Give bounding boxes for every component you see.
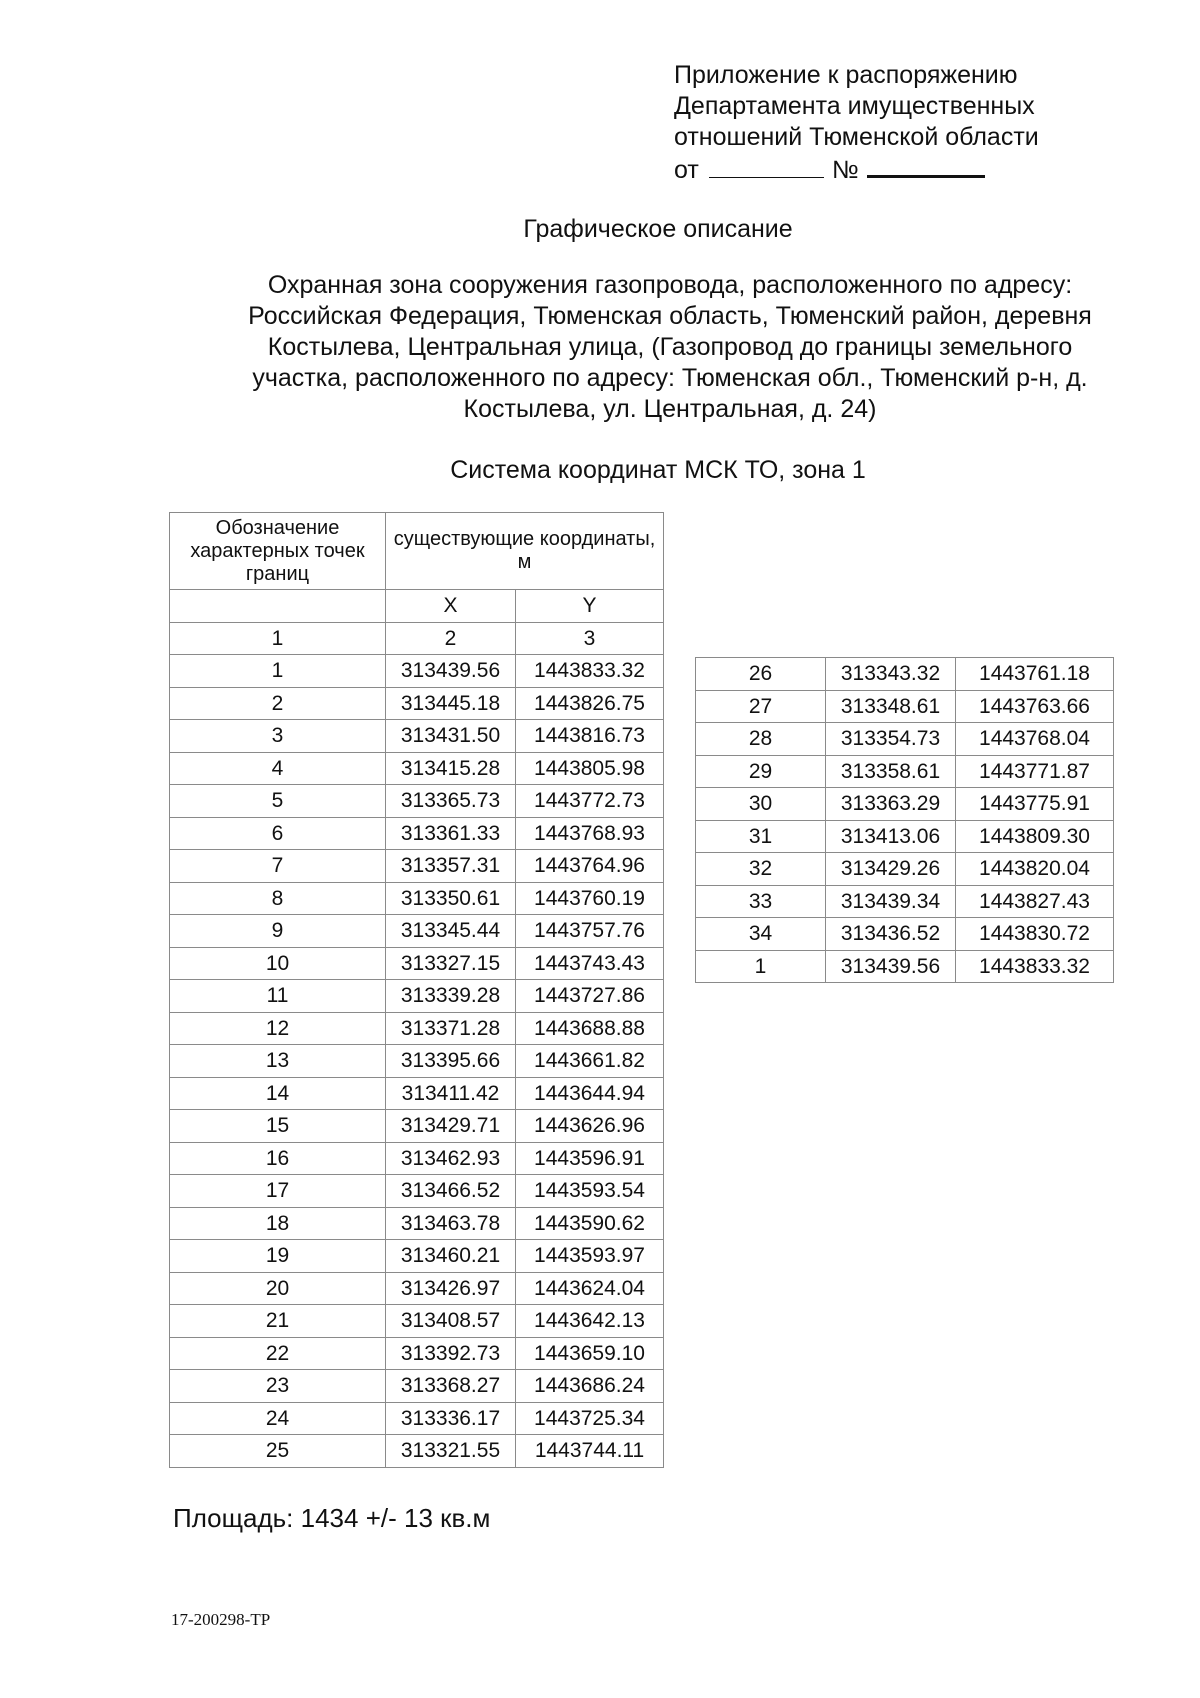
- y-coordinate-cell: 1443626.96: [516, 1110, 664, 1143]
- y-coordinate-cell: 1443775.91: [956, 788, 1114, 821]
- table-row: [170, 1435, 664, 1468]
- point-number-cell: 9: [170, 915, 386, 948]
- table-row: [696, 885, 1114, 918]
- header-x: X: [386, 590, 516, 623]
- table-row: [696, 658, 1114, 691]
- object-description: [200, 270, 1140, 425]
- x-coordinate-cell: 313321.55: [386, 1435, 516, 1468]
- table-row: [696, 918, 1114, 951]
- table-row: [170, 1175, 664, 1208]
- coordinates-table: [169, 512, 664, 1468]
- point-number-cell: 24: [170, 1402, 386, 1435]
- y-coordinate-cell: 1443809.30: [956, 820, 1114, 853]
- x-coordinate-cell: 313361.33: [386, 817, 516, 850]
- x-coordinate-cell: 313343.32: [826, 658, 956, 691]
- y-coordinate-cell: 1443760.19: [516, 882, 664, 915]
- point-number-cell: 22: [170, 1337, 386, 1370]
- document-title: Графическое описание: [523, 215, 793, 243]
- point-number-cell: 30: [696, 788, 826, 821]
- x-coordinate-cell: 313439.56: [826, 950, 956, 983]
- x-coordinate-cell: 313327.15: [386, 947, 516, 980]
- object-line: Российская Федерация, Тюменская область, Тюменский район, деревня: [248, 302, 1092, 330]
- table-colnum-row: [170, 622, 664, 655]
- annex-number-label: №: [831, 156, 859, 184]
- x-coordinate-cell: 313466.52: [386, 1175, 516, 1208]
- table-row: [696, 690, 1114, 723]
- header-empty-cell: [170, 590, 386, 623]
- table-header-row: [170, 513, 664, 590]
- y-coordinate-cell: 1443833.32: [956, 950, 1114, 983]
- y-coordinate-cell: 1443624.04: [516, 1272, 664, 1305]
- x-coordinate-cell: 313392.73: [386, 1337, 516, 1370]
- point-number-cell: 1: [170, 655, 386, 688]
- object-line: Костылева, Центральная улица, (Газопровод до границы земельного: [267, 333, 1073, 361]
- x-coordinate-cell: 313431.50: [386, 720, 516, 753]
- point-number-cell: 28: [696, 723, 826, 756]
- table-row: [170, 655, 664, 688]
- table-row: [170, 980, 664, 1013]
- x-coordinate-cell: 313354.73: [826, 723, 956, 756]
- point-number-cell: 27: [696, 690, 826, 723]
- table-row: [170, 1370, 664, 1403]
- x-coordinate-cell: 313436.52: [826, 918, 956, 951]
- colnum-2: 2: [386, 622, 516, 655]
- y-coordinate-cell: 1443827.43: [956, 885, 1114, 918]
- point-number-cell: 23: [170, 1370, 386, 1403]
- y-coordinate-cell: 1443596.91: [516, 1142, 664, 1175]
- x-coordinate-cell: 313365.73: [386, 785, 516, 818]
- y-coordinate-cell: 1443593.54: [516, 1175, 664, 1208]
- annex-line-3: отношений Тюменской области: [674, 123, 1039, 151]
- x-coordinate-cell: 313363.29: [826, 788, 956, 821]
- table-row: [170, 1012, 664, 1045]
- document-number: 17-200298-ТР: [171, 1610, 271, 1629]
- point-number-cell: 5: [170, 785, 386, 818]
- x-coordinate-cell: 313350.61: [386, 882, 516, 915]
- coordinate-system-label: Система координат МСК ТО, зона 1: [450, 456, 866, 484]
- table-row: [170, 1337, 664, 1370]
- y-coordinate-cell: 1443772.73: [516, 785, 664, 818]
- y-coordinate-cell: 1443688.88: [516, 1012, 664, 1045]
- point-number-cell: 26: [696, 658, 826, 691]
- y-coordinate-cell: 1443833.32: [516, 655, 664, 688]
- table-row: [696, 950, 1114, 983]
- annex-from-label: от: [674, 156, 699, 184]
- header-coords: существующие координаты, м: [386, 513, 664, 590]
- point-number-cell: 6: [170, 817, 386, 850]
- object-line: Охранная зона сооружения газопровода, расположенного по адресу:: [267, 271, 1073, 299]
- y-coordinate-cell: 1443661.82: [516, 1045, 664, 1078]
- table-row: [170, 850, 664, 883]
- point-number-cell: 25: [170, 1435, 386, 1468]
- table-row: [170, 947, 664, 980]
- coordinates-table-body: [170, 655, 664, 1468]
- x-coordinate-cell: 313395.66: [386, 1045, 516, 1078]
- x-coordinate-cell: 313408.57: [386, 1305, 516, 1338]
- table-row: [170, 1402, 664, 1435]
- table-row: [170, 915, 664, 948]
- point-number-cell: 15: [170, 1110, 386, 1143]
- y-coordinate-cell: 1443757.76: [516, 915, 664, 948]
- y-coordinate-cell: 1443768.04: [956, 723, 1114, 756]
- x-coordinate-cell: 313429.26: [826, 853, 956, 886]
- table-row: [170, 817, 664, 850]
- colnum-3: 3: [516, 622, 664, 655]
- point-number-cell: 21: [170, 1305, 386, 1338]
- point-number-cell: 14: [170, 1077, 386, 1110]
- x-coordinate-cell: 313415.28: [386, 752, 516, 785]
- x-coordinate-cell: 313345.44: [386, 915, 516, 948]
- point-number-cell: 31: [696, 820, 826, 853]
- point-number-cell: 4: [170, 752, 386, 785]
- point-number-cell: 18: [170, 1207, 386, 1240]
- table-row: [170, 1110, 664, 1143]
- table-row: [170, 785, 664, 818]
- annex-line-1: Приложение к распоряжению: [674, 61, 1018, 89]
- y-coordinate-cell: 1443743.43: [516, 947, 664, 980]
- y-coordinate-cell: 1443820.04: [956, 853, 1114, 886]
- y-coordinate-cell: 1443826.75: [516, 687, 664, 720]
- x-coordinate-cell: 313445.18: [386, 687, 516, 720]
- table-row: [170, 882, 664, 915]
- y-coordinate-cell: 1443644.94: [516, 1077, 664, 1110]
- y-coordinate-cell: 1443659.10: [516, 1337, 664, 1370]
- x-coordinate-cell: 313336.17: [386, 1402, 516, 1435]
- table-row: [170, 1077, 664, 1110]
- y-coordinate-cell: 1443744.11: [516, 1435, 664, 1468]
- point-number-cell: 32: [696, 853, 826, 886]
- x-coordinate-cell: 313348.61: [826, 690, 956, 723]
- y-coordinate-cell: 1443768.93: [516, 817, 664, 850]
- header-y: Y: [516, 590, 664, 623]
- point-number-cell: 7: [170, 850, 386, 883]
- header-points: Обозначение характерных точек границ: [170, 513, 386, 590]
- object-line: участка, расположенного по адресу: Тюменская обл., Тюменский р-н, д.: [252, 364, 1088, 392]
- y-coordinate-cell: 1443590.62: [516, 1207, 664, 1240]
- table-row: [696, 853, 1114, 886]
- coordinates-table-continuation: [695, 657, 1114, 983]
- point-number-cell: 8: [170, 882, 386, 915]
- point-number-cell: 2: [170, 687, 386, 720]
- x-coordinate-cell: 313439.56: [386, 655, 516, 688]
- point-number-cell: 11: [170, 980, 386, 1013]
- x-coordinate-cell: 313411.42: [386, 1077, 516, 1110]
- point-number-cell: 34: [696, 918, 826, 951]
- x-coordinate-cell: 313429.71: [386, 1110, 516, 1143]
- x-coordinate-cell: 313358.61: [826, 755, 956, 788]
- x-coordinate-cell: 313368.27: [386, 1370, 516, 1403]
- table-row: [170, 687, 664, 720]
- y-coordinate-cell: 1443642.13: [516, 1305, 664, 1338]
- x-coordinate-cell: 313462.93: [386, 1142, 516, 1175]
- x-coordinate-cell: 313371.28: [386, 1012, 516, 1045]
- table-row: [170, 752, 664, 785]
- table-row: [170, 1272, 664, 1305]
- y-coordinate-cell: 1443805.98: [516, 752, 664, 785]
- table-row: [170, 1305, 664, 1338]
- point-number-cell: 17: [170, 1175, 386, 1208]
- table-row: [170, 1207, 664, 1240]
- y-coordinate-cell: 1443816.73: [516, 720, 664, 753]
- table-row: [696, 820, 1114, 853]
- date-blank-line: [709, 155, 824, 178]
- y-coordinate-cell: 1443830.72: [956, 918, 1114, 951]
- x-coordinate-cell: 313413.06: [826, 820, 956, 853]
- point-number-cell: 19: [170, 1240, 386, 1273]
- annex-line-2: Департамента имущественных: [674, 92, 1035, 120]
- table-row: [696, 723, 1114, 756]
- x-coordinate-cell: 313339.28: [386, 980, 516, 1013]
- point-number-cell: 13: [170, 1045, 386, 1078]
- table-row: [170, 1240, 664, 1273]
- y-coordinate-cell: 1443761.18: [956, 658, 1114, 691]
- point-number-cell: 10: [170, 947, 386, 980]
- annex-line-4: [674, 153, 1039, 186]
- table-axis-row: [170, 590, 664, 623]
- y-coordinate-cell: 1443771.87: [956, 755, 1114, 788]
- object-line: Костылева, ул. Центральная, д. 24): [463, 395, 877, 423]
- number-blank-line: [867, 153, 985, 178]
- x-coordinate-cell: 313426.97: [386, 1272, 516, 1305]
- point-number-cell: 3: [170, 720, 386, 753]
- annex-header: [674, 60, 1039, 186]
- table-row: [170, 1142, 664, 1175]
- y-coordinate-cell: 1443686.24: [516, 1370, 664, 1403]
- table-row: [696, 755, 1114, 788]
- point-number-cell: 33: [696, 885, 826, 918]
- coordinates-table-continuation-body: [696, 658, 1114, 983]
- point-number-cell: 12: [170, 1012, 386, 1045]
- table-row: [170, 1045, 664, 1078]
- x-coordinate-cell: 313460.21: [386, 1240, 516, 1273]
- point-number-cell: 16: [170, 1142, 386, 1175]
- x-coordinate-cell: 313357.31: [386, 850, 516, 883]
- y-coordinate-cell: 1443764.96: [516, 850, 664, 883]
- y-coordinate-cell: 1443593.97: [516, 1240, 664, 1273]
- colnum-1: 1: [170, 622, 386, 655]
- point-number-cell: 1: [696, 950, 826, 983]
- y-coordinate-cell: 1443727.86: [516, 980, 664, 1013]
- point-number-cell: 29: [696, 755, 826, 788]
- y-coordinate-cell: 1443763.66: [956, 690, 1114, 723]
- table-row: [170, 720, 664, 753]
- table-row: [696, 788, 1114, 821]
- y-coordinate-cell: 1443725.34: [516, 1402, 664, 1435]
- area-text: Площадь: 1434 +/- 13 кв.м: [173, 1503, 491, 1533]
- point-number-cell: 20: [170, 1272, 386, 1305]
- x-coordinate-cell: 313463.78: [386, 1207, 516, 1240]
- x-coordinate-cell: 313439.34: [826, 885, 956, 918]
